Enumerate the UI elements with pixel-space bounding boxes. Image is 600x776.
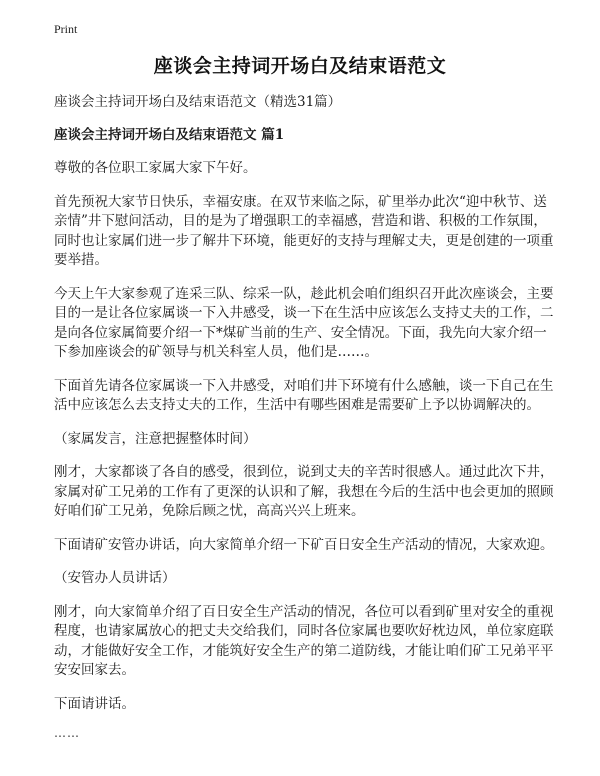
section-heading: 座谈会主持词开场白及结束语范文 篇1 <box>54 127 285 143</box>
paragraph-stage-note-safety: （安管办人员讲话） <box>54 570 176 586</box>
document-body <box>54 93 554 740</box>
paragraph-purpose: 今天上午大家参观了连采三队、综采一队，趁此机会咱们组织召开此次座谈会，主要目的一是让各位家属谈一下入井感受，谈一下在生活中应该怎么支持丈夫的工作，二是向各位家属简要介绍一下*煤矿当前的生产、安全情况。下面，我先向大家介绍一下参加座谈会的矿领导与机关科室人员，他们是……。 <box>54 285 554 360</box>
paragraph-stage-note-family: （家属发言，注意把握整体时间） <box>54 430 257 447</box>
paragraph-summary: 刚才，大家都谈了各自的感受，很到位，说到丈夫的辛苦时很感人。通过此次下井，家属对矿工兄弟的工作有了更深的认识和了解，我想在今后的生活中也会更加的照顾好咱们矿工兄弟，免除后顾之忧，高高兴兴上班来。 <box>54 464 554 519</box>
paragraph-family-invite: 下面首先请各位家属谈一下入井感受，对咱们井下环境有什么感触，谈一下自己在生活中应该怎么去支持丈夫的工作，生活中有哪些困难是需要矿上予以协调解决的。 <box>54 377 554 413</box>
continuation-ellipsis: …… <box>54 726 80 740</box>
document-subtitle: 座谈会主持词开场白及结束语范文（精选31篇） <box>54 94 342 110</box>
paragraph-safety-invite: 下面请矿安管办讲话，向大家简单介绍一下矿百日安全生产活动的情况，大家欢迎。 <box>54 536 554 553</box>
paragraph-next-speaker: 下面请讲话。 <box>54 695 135 712</box>
paragraph-greeting: 尊敬的各位职工家属大家下午好。 <box>54 160 257 176</box>
page-title: 座谈会主持词开场白及结束语范文 <box>153 55 447 77</box>
paragraph-safety-summary: 刚才，向大家简单介绍了百日安全生产活动的情况，各位可以看到矿里对安全的重视程度，也请家属放心的把丈夫交给我们，同时各位家属也要吹好枕边风，单位家庭联动，才能做好安全工作，才能筑好安全生产的第二道防线，才能让咱们矿工兄弟平平安安回家去。 <box>54 603 554 678</box>
print-label[interactable]: Print <box>54 22 78 36</box>
paragraph-opening: 首先预祝大家节日快乐，幸福安康。在双节来临之际，矿里举办此次“迎中秋节、送亲情”井下慰问活动，目的是为了增强职工的幸福感，营造和谐、积极的工作氛围，同时也让家属们进一步了解井下环境，能更好的支持与理解丈夫，更是创建的一项重要举措。 <box>54 193 554 268</box>
